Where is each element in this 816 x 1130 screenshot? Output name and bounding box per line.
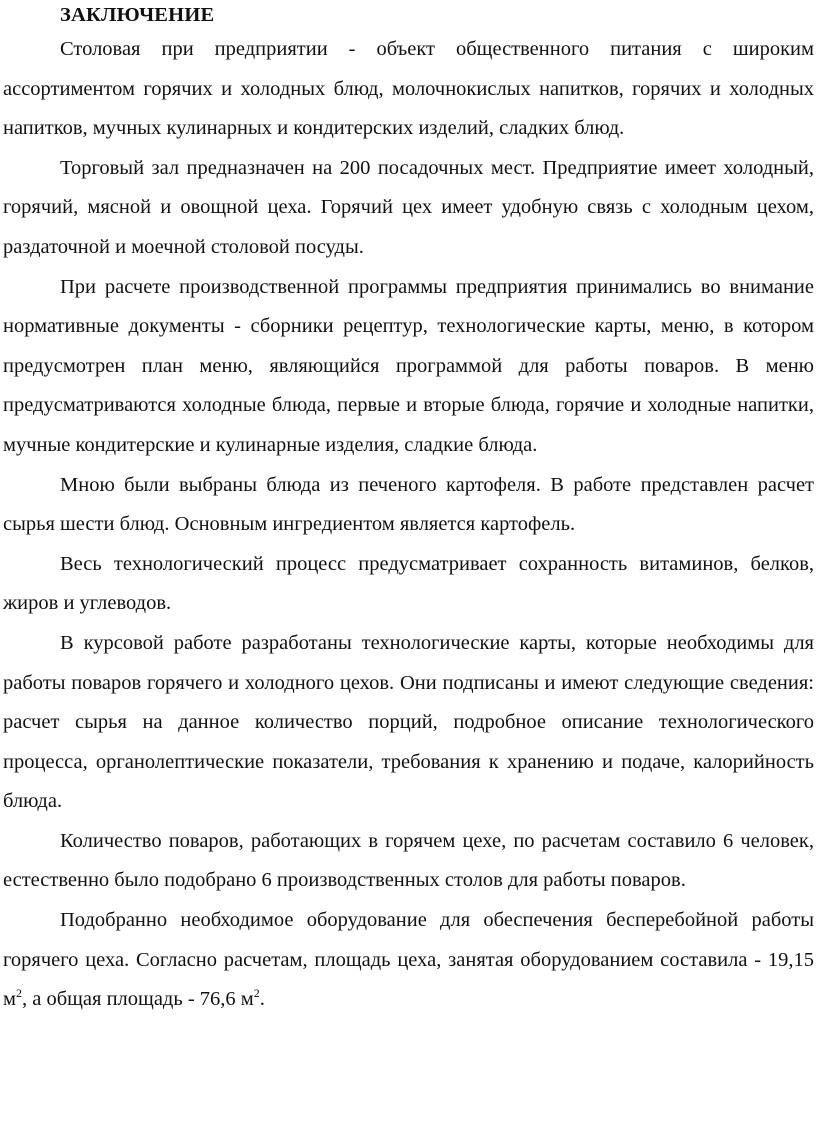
paragraph-8-text-a: Подобранно необходимое оборудование для обеспечения бесперебойной работы горячего цеха. Согласно расчетам, площадь цеха, занятая оборудованием составила - 19,15 м — [3, 909, 814, 1011]
paragraph-4: Мною были выбраны блюда из печеного картофеля. В работе представлен расчет сырья шести блюд. Основным ингредиентом является картофель. — [3, 473, 814, 536]
superscript-square-1: 2 — [15, 986, 22, 1001]
paragraph-5: Весь технологический процесс предусматривает сохранность витаминов, белков, жиров и углеводов. — [3, 552, 814, 615]
paragraph-8 — [3, 901, 814, 1020]
paragraph-7: Количество поваров, работающих в горячем цехе, по расчетам составило 6 человек, естественно было подобрано 6 производственных столов для работы поваров. — [3, 829, 814, 892]
paragraph-2: Торговый зал предназначен на 200 посадочных мест. Предприятие имеет холодный, горячий, мясной и овощной цеха. Горячий цех имеет удобную связь с холодным цехом, раздаточной и моечной столовой посуды. — [3, 156, 814, 258]
paragraph-3: При расчете производственной программы предприятия принимались во внимание нормативные документы - сборники рецептур, технологические карты, меню, в котором предусмотрен план меню, являющийся программой для работы поваров. В меню предусматриваются холодные блюда, первые и вторые блюда, горячие и холодные напитки, мучные кондитерские и кулинарные изделия, сладкие блюда. — [3, 275, 814, 456]
paragraph-8-text-c: . — [259, 988, 265, 1011]
paragraph-8-text-b: , а общая площадь - 76,6 м — [21, 988, 254, 1011]
superscript-square-2: 2 — [253, 986, 260, 1001]
section-heading: ЗАКЛЮЧЕНИЕ — [60, 4, 215, 26]
paragraph-6: В курсовой работе разработаны технологические карты, которые необходимы для работы поваров горячего и холодного цехов. Они подписаны и имеют следующие сведения: расчет сырья на данное количество порций, подробное описание технологического процесса, органолептические показатели, требования к хранению и подаче, калорийность блюда. — [3, 631, 814, 813]
paragraph-1: Столовая при предприятии - объект общественного питания с широким ассортиментом горячих и холодных блюд, молочнокислых напитков, горячих и холодных напитков, мучных кулинарных и кондитерских изделий, сладких блюд. — [3, 38, 814, 140]
